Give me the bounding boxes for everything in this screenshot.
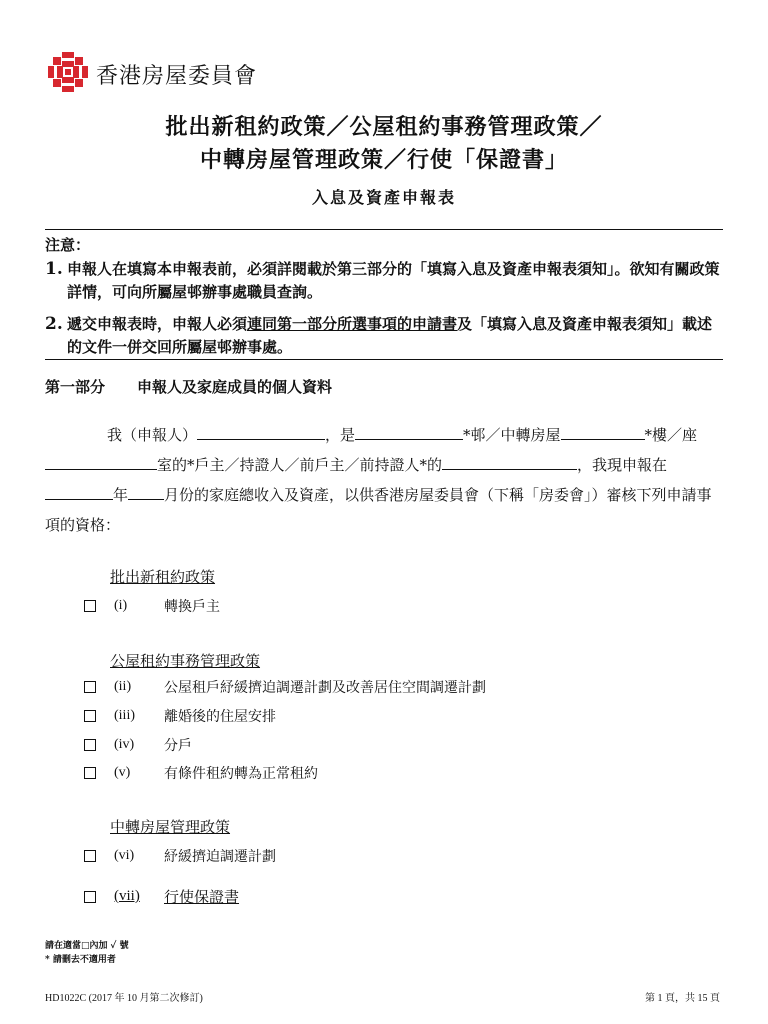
option-i[interactable] <box>84 596 220 616</box>
checkbox[interactable] <box>84 600 96 612</box>
applicant-name-field[interactable] <box>197 424 325 440</box>
checkbox[interactable] <box>84 739 96 751</box>
org-name: 香港房屋委員會 <box>96 63 258 89</box>
option-label: 行使保證書 <box>164 888 240 906</box>
checkbox[interactable] <box>84 891 96 903</box>
footnote-tick: 請在適當□內加 ✓ 號 <box>45 941 129 951</box>
year-field[interactable] <box>45 484 113 500</box>
note-text: 申報人在填寫本申報表前，必須詳閱載於第三部分的「填寫入息及資產申報表須知」。欲知有關政策詳情，可向所屬屋邨辦事處職員查詢。 <box>67 260 720 301</box>
option-iv[interactable] <box>84 735 192 755</box>
floor-field[interactable] <box>561 424 645 440</box>
option-label: 公屋租戶紓緩擠迫調遷計劃及改善居住空間調遷計劃 <box>164 680 486 696</box>
relationship-field[interactable] <box>442 454 577 470</box>
page-number: 第 1 頁，共 15 頁 <box>645 993 720 1004</box>
checkbox[interactable] <box>84 710 96 722</box>
option-label: 離婚後的住屋安排 <box>164 709 276 725</box>
group-title-interim-housing: 中轉房屋管理政策 <box>110 818 231 836</box>
group-title-tenancy-management: 公屋租約事務管理政策 <box>110 652 261 670</box>
option-v[interactable] <box>84 763 318 783</box>
option-iii[interactable] <box>84 706 276 726</box>
notes-block <box>45 234 725 359</box>
decl-text: 我（申報人） <box>107 426 198 444</box>
note-number: 1. <box>45 259 63 279</box>
option-number: (iii) <box>114 708 135 723</box>
note-number: 2. <box>45 314 63 334</box>
option-number: (ii) <box>114 679 132 694</box>
decl-text: 室的*戶主／持證人／前戶主／前持證人*的 <box>157 456 443 474</box>
month-field[interactable] <box>128 484 164 500</box>
flat-field[interactable] <box>45 454 157 470</box>
declaration-paragraph <box>45 420 725 540</box>
section-heading <box>45 376 332 397</box>
form-title-line2: 中轉房屋管理政策／行使「保證書」 <box>199 147 568 173</box>
option-label: 紓緩擠迫調遷計劃 <box>164 849 276 865</box>
form-title-line1: 批出新租約政策／公屋租約事務管理政策／ <box>165 114 603 140</box>
footnote-delete: * 請刪去不適用者 <box>45 955 116 965</box>
checkbox[interactable] <box>84 681 96 693</box>
group-title-new-tenancy: 批出新租約政策 <box>110 568 216 586</box>
section-title: 申報人及家庭成員的個人資料 <box>137 378 333 396</box>
option-number: (vi) <box>114 848 135 863</box>
estate-field[interactable] <box>355 424 463 440</box>
decl-text: 月份的家庭總收入及資產，以供香港房屋委員會（下稱「房委會」）審核下列申請事項的資格： <box>45 486 712 534</box>
ha-logo-icon <box>48 52 88 96</box>
option-number: (v) <box>114 765 131 780</box>
note-item-1 <box>45 258 725 304</box>
decl-text: 年 <box>113 486 129 504</box>
form-subtitle: 入息及資產申報表 <box>311 188 456 207</box>
note-text <box>67 313 725 359</box>
top-divider <box>45 229 723 230</box>
decl-text: *樓／座 <box>644 426 698 444</box>
header-logo <box>48 52 257 96</box>
note-text-pre: 遞交申報表時，申報人必須 <box>67 315 248 333</box>
decl-text: ，是 <box>325 426 356 444</box>
section-label: 第一部分 <box>45 378 106 396</box>
option-label: 有條件租約轉為正常租約 <box>164 766 318 782</box>
checkbox[interactable] <box>84 850 96 862</box>
option-vii[interactable] <box>84 886 239 907</box>
form-code: HD1022C (2017 年 10 月第二次修訂) <box>45 993 203 1004</box>
notes-heading: 注意： <box>45 236 91 254</box>
checkbox[interactable] <box>84 767 96 779</box>
option-label: 轉換戶主 <box>164 599 220 615</box>
note-text-underlined: 連同第一部分所選事項的申請書 <box>247 315 458 333</box>
notes-divider <box>45 359 723 360</box>
note-text-post: 及「填寫入息及資產申報表須知」載述的文件一併交回所屬屋邨辦事處。 <box>67 315 713 356</box>
decl-text: *邨／中轉房屋 <box>463 426 561 444</box>
option-vi[interactable] <box>84 846 276 866</box>
option-label: 分戶 <box>164 738 192 754</box>
option-ii[interactable] <box>84 677 486 697</box>
option-number: (i) <box>114 598 128 613</box>
option-number: (iv) <box>114 737 135 752</box>
note-item-2 <box>45 313 725 359</box>
option-number: (vii) <box>114 888 140 904</box>
decl-text: ，我現申報在 <box>577 456 668 474</box>
